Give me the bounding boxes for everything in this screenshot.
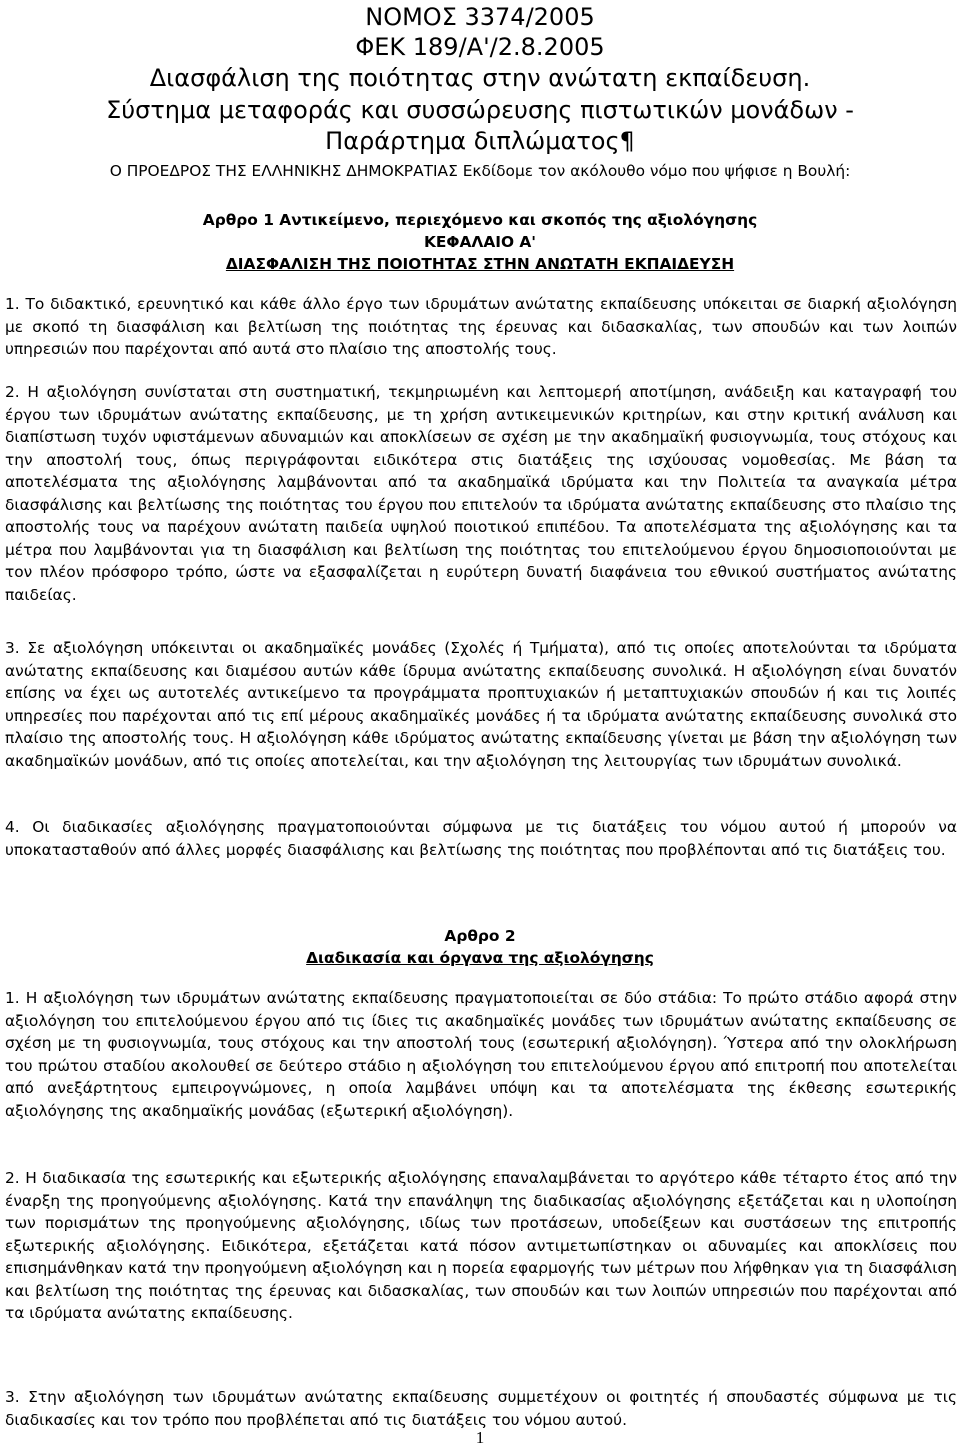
article-1-paragraph-3: 3. Σε αξιολόγηση υπόκεινται οι ακαδημαϊκές μονάδες (Σχολές ή Τμήματα), από τις οποίες αποτελούνται τα ιδρύματα ανώτατης εκπαίδευσης και διαμέσου αυτών κάθε ίδρυμα ανώτατης εκπαίδευσης συνολικά. Η αξιολόγηση είναι δυνατόν επίσης να έχει ως αυτοτελές αντικείμενο τα προγράμματα προπτυχιακών ή μεταπτυχιακών σπουδών ή και τις λοιπές υπηρεσίες που παρέχονται από τις επί μέρους ακαδημαϊκές μονάδες ή τα ιδρύματα ανώτατης εκπαίδευσης συνολικά στο πλαίσιο της αποστολής τους. Η αξιολόγηση κάθε ιδρύματος ανώτατης εκπαίδευσης γίνεται με βάση την αξιολόγηση των ακαδημαϊκών μονάδων, από τις οποίες αποτελείται, και την αξιολόγηση της λειτουργίας των ιδρυμάτων συνολικά. <box>5 639 957 770</box>
chapter-title-text: ΔΙΑΣΦΑΛΙΣΗ ΤΗΣ ΠΟΙΟΤΗΤΑΣ ΣΤΗΝ ΑΝΩΤΑΤΗ ΕΚΠΑΙΔΕΥΣΗ <box>225 255 735 273</box>
article-1-paragraph-4: 4. Οι διαδικασίες αξιολόγησης πραγματοποιούνται σύμφωνα με τις διατάξεις του νόμου αυτού ή μπορούν να υποκατασταθούν από άλλες μορφές διασφάλισης και βελτίωσης της ποιότητας που προβλέπονται από τις διατάξεις του. <box>5 818 957 859</box>
enactment-clause: Ο ΠΡΟΕΔΡΟΣ ΤΗΣ ΕΛΛΗΝΙΚΗΣ ΔΗΜΟΚΡΑΤΙΑΣ Εκδίδομε τον ακόλουθο νόμο που ψήφισε η Βουλή: <box>109 162 851 180</box>
gazette-reference: ΦΕΚ 189/Α'/2.8.2005 <box>355 33 605 61</box>
chapter-title <box>0 251 960 277</box>
page-number: 1 <box>475 1428 485 1447</box>
article-2-paragraph-1: 1. Η αξιολόγηση των ιδρυμάτων ανώτατης εκπαίδευσης πραγματοποιείται σε δύο στάδια: Το πρώτο στάδιο αφορά στην αξιολόγηση του επιτελούμενου έργου από τις ίδιες τις ακαδημαϊκές μονάδες των ιδρυμάτων ανώτατης εκπαίδευσης σε σχέση με τη φυσιογνωμία, τους στόχους και την αποστολή τους (εσωτερική αξιολόγηση). Ύστερα από την ολοκλήρωση του πρώτου σταδίου ακολουθεί σε δεύτερο στάδιο η αξιολόγηση του επιτελούμενου έργου από επιτροπή που αποτελείται από ανεξάρτητους εμπειρογνώμονες, η οποία λαμβάνει υπόψη και τα αποτελέσματα της έκθεσης εσωτερικής αξιολόγησης της ακαδημαϊκής μονάδας (εξωτερική αξιολόγηση). <box>5 989 957 1120</box>
subject-line-3: Παράρτημα διπλώματος¶ <box>325 127 635 155</box>
article-2-paragraph-3: 3. Στην αξιολόγηση των ιδρυμάτων ανώτατης εκπαίδευσης συμμετέχουν οι φοιτητές ή σπουδαστές σύμφωνα με τις διαδικασίες και τον τρόπο που προβλέπεται από τις διατάξεις του νόμου αυτού. <box>5 1388 957 1429</box>
law-title: ΝΟΜΟΣ 3374/2005 <box>365 3 595 31</box>
chapter-label: ΚΕΦΑΛΑΙΟ Α' <box>423 233 537 251</box>
subject-line-2: Σύστημα μεταφοράς και συσσώρευσης πιστωτικών μονάδων - <box>106 96 854 124</box>
article-1-heading: Αρθρο 1 Αντικείμενο, περιεχόμενο και σκοπός της αξιολόγησης <box>202 211 758 229</box>
article-1-paragraph-1: 1. Το διδακτικό, ερευνητικό και κάθε άλλο έργο των ιδρυμάτων ανώτατης εκπαίδευσης υπόκειται σε διαρκή αξιολόγηση με σκοπό τη διασφάλιση και βελτίωση της ποιότητας της έρευνας και διδασκαλίας, των σπουδών και των λοιπών υπηρεσιών που παρέχονται από αυτά στο πλαίσιο της αποστολής τους. <box>5 295 957 358</box>
subject-line-1: Διασφάλιση της ποιότητας στην ανώτατη εκπαίδευση. <box>149 64 811 92</box>
article-2-title-text: Διαδικασία και όργανα της αξιολόγησης <box>306 949 654 967</box>
article-2-heading: Αρθρο 2 <box>444 927 516 945</box>
article-1-paragraph-2: 2. Η αξιολόγηση συνίσταται στη συστηματική, τεκμηριωμένη και λεπτομερή αποτίμηση, ανάδειξη και καταγραφή του έργου των ιδρυμάτων ανώτατης εκπαίδευσης, με τη χρήση αντικειμενικών κριτηρίων, και στην κριτική ανάλυση και διαπίστωση τυχόν υφιστάμενων αδυναμιών και αποκλίσεων σε σχέση με την ακαδημαϊκή φυσιογνωμία, τους στόχους και την αποστολή τους, όπως περιγράφονται ειδικότερα στις διατάξεις της ισχύουσας νομοθεσίας. Με βάση τα αποτελέσματα της αξιολόγησης λαμβάνονται από τα ακαδημαϊκά ιδρύματα και την Πολιτεία τα αναγκαία μέτρα διασφάλισης και βελτίωσης της ποιότητας του έργου που επιτελούν τα ιδρύματα ανώτατης εκπαίδευσης στο πλαίσιο της αποστολής τους να παρέχουν ανώτατη παιδεία υψηλού ποιοτικού επιπέδου. Τα αποτελέσματα της αξιολόγησης και τα μέτρα που λαμβάνονται για τη διασφάλιση και βελτίωση της ποιότητας του επιτελούμενου έργου δημοσιοποιούνται με τον πλέον πρόσφορο τρόπο, ώστε να εξασφαλίζεται η ευρύτερη δυνατή διαφάνεια του εθνικού συστήματος ανώτατης παιδείας. <box>5 383 957 604</box>
article-2-paragraph-2: 2. Η διαδικασία της εσωτερικής και εξωτερικής αξιολόγησης επαναλαμβάνεται το αργότερο κάθε τέταρτο έτος από την έναρξη της προηγούμενης αξιολόγησης. Κατά την επανάληψη της διαδικασίας αξιολόγησης εξετάζεται και η υλοποίηση των πορισμάτων της προηγούμενης αξιολόγησης, ιδίως των προτάσεων, υποδείξεων και συστάσεων της επιτροπής εξωτερικής αξιολόγησης. Ειδικότερα, εξετάζεται κατά πόσον αντιμετωπίστηκαν οι αδυναμίες και αποκλίσεις που επισημάνθηκαν κατά την προηγούμενη αξιολόγηση και η πορεία εφαρμογής των μέτρων που λήφθηκαν για τη διασφάλιση και βελτίωση της ποιότητας της έρευνας και διδασκαλίας, των σπουδών και των λοιπών υπηρεσιών που παρέχονται από τα ιδρύματα ανώτατης εκπαίδευσης. <box>5 1169 957 1322</box>
article-2-title <box>0 945 960 971</box>
